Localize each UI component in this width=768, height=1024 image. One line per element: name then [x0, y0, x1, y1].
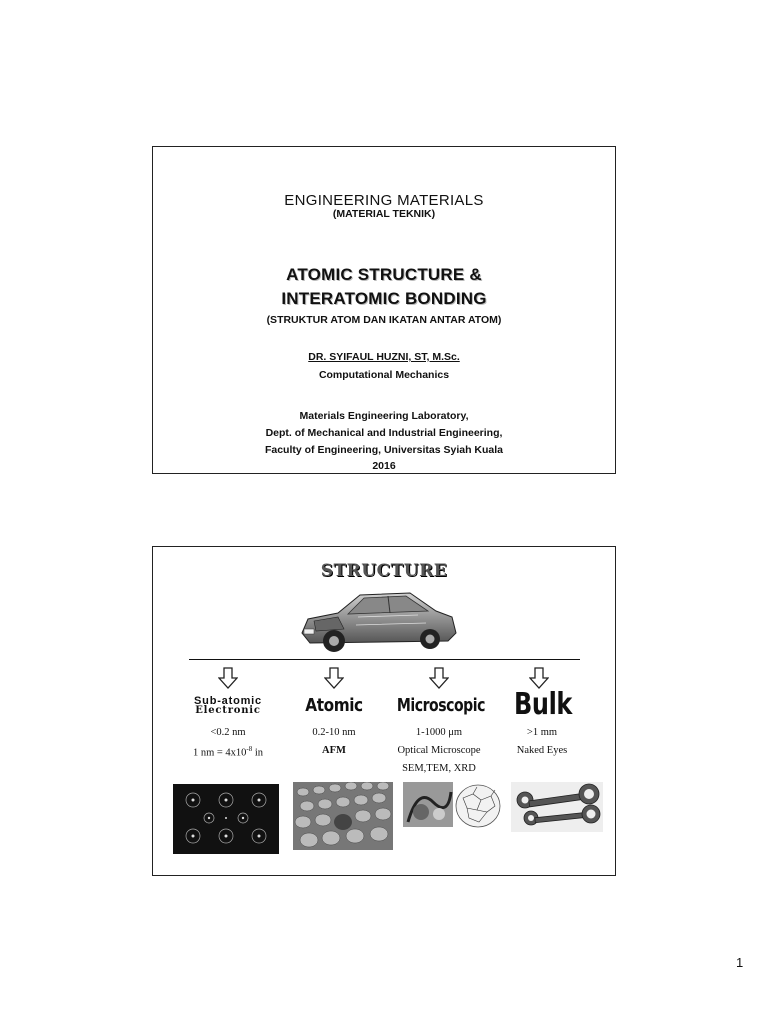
afm-surface-image — [293, 782, 393, 850]
optical-micrograph-image — [455, 784, 501, 828]
affiliation-line-2: Dept. of Mechanical and Industrial Engineering, — [265, 427, 503, 439]
year: 2016 — [372, 460, 396, 472]
title-line-1: ATOMIC STRUCTURE & — [286, 265, 482, 284]
structure-slide — [152, 546, 616, 876]
electron-diffraction-image — [173, 784, 279, 854]
affiliation-line-3: Faculty of Engineering, Universitas Syiah Kuala — [264, 444, 504, 456]
range-subatomic: <0.2 nm — [210, 727, 246, 738]
range-microscopic: 1-1000 μm — [415, 727, 463, 738]
divider-line — [189, 659, 580, 660]
author-name: DR. SYIFAUL HUZNI, ST, M.Sc. — [308, 351, 460, 363]
down-arrow-icon — [218, 667, 238, 689]
scale-label-atomic: Atomic — [305, 695, 363, 716]
title-translation: (STRUKTUR ATOM DAN IKATAN ANTAR ATOM) — [266, 314, 502, 326]
course-title: ENGINEERING MATERIALS — [284, 192, 484, 209]
title-line-2: INTERATOMIC BONDING — [281, 289, 487, 308]
page-number: 1 — [736, 955, 744, 970]
title-slide — [152, 146, 616, 474]
down-arrow-icon — [324, 667, 344, 689]
slide-title: STRUCTURE — [320, 561, 448, 581]
research-group: Computational Mechanics — [318, 369, 450, 381]
sem-image — [403, 782, 453, 827]
down-arrow-icon — [429, 667, 449, 689]
connecting-rod-image — [511, 782, 603, 832]
detail-microscopic-2: SEM,TEM, XRD — [402, 763, 476, 774]
detail-microscopic: Optical Microscope — [397, 745, 481, 756]
scale-label-subatomic: Sub-atomic Electronic — [194, 695, 262, 716]
scale-label-bulk: Bulk — [514, 687, 572, 722]
down-arrow-icon — [529, 667, 549, 689]
car-cutaway-image — [298, 585, 458, 657]
range-bulk: >1 mm — [526, 727, 558, 738]
detail-bulk: Naked Eyes — [516, 745, 568, 756]
range-atomic: 0.2-10 nm — [312, 727, 356, 738]
course-subtitle: (MATERIAL TEKNIK) — [332, 208, 436, 220]
scale-label-microscopic: Microscopic — [396, 695, 485, 716]
affiliation-line-1: Materials Engineering Laboratory, — [299, 410, 469, 422]
detail-atomic: AFM — [322, 745, 346, 756]
detail-subatomic: 1 nm = $4x10^{-8}$ in — [192, 745, 264, 759]
